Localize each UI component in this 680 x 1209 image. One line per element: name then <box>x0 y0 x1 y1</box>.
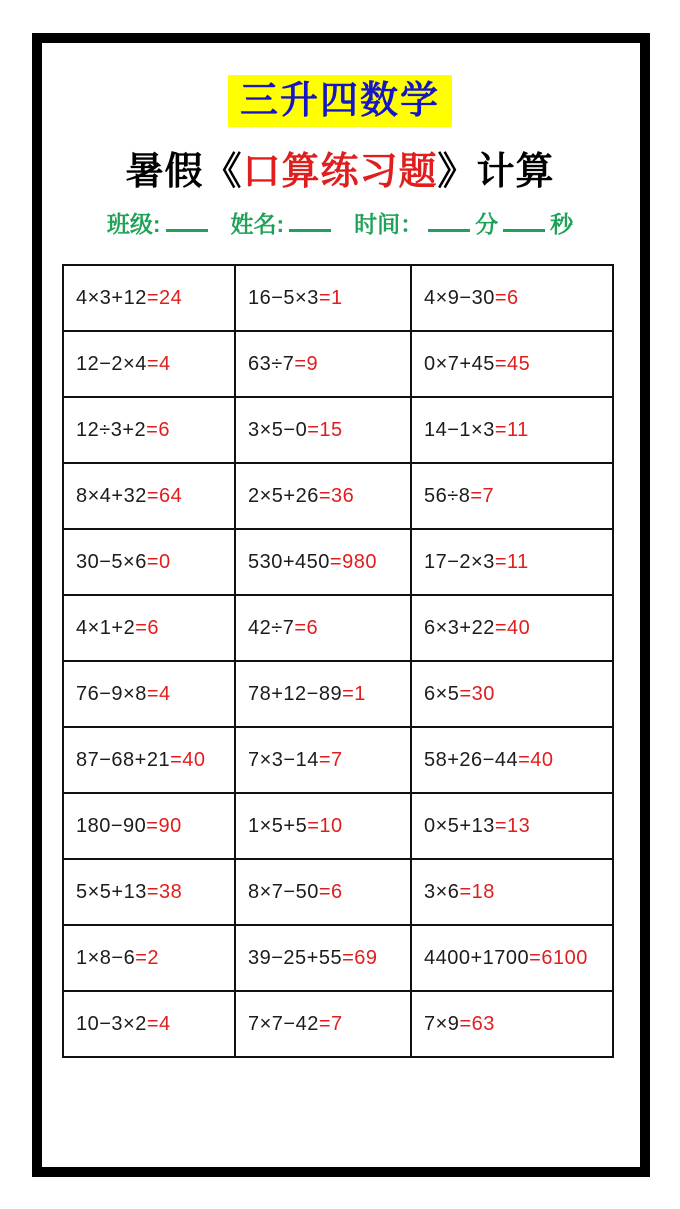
problem-expression: 1×5+5 <box>248 814 308 837</box>
problem-answer: 36 <box>331 484 355 507</box>
problem-expression: 39−25+55 <box>248 946 343 969</box>
problem-expression: 6×3+22 <box>424 616 495 639</box>
problem-answer: 6 <box>331 880 343 903</box>
equals-sign: = <box>135 616 148 639</box>
problem-cell <box>63 859 235 925</box>
problem-answer: 24 <box>159 286 183 309</box>
problem-answer: 7 <box>331 1012 343 1035</box>
equals-sign: = <box>307 418 320 441</box>
problem-cell <box>411 265 613 331</box>
equals-sign: = <box>494 550 508 573</box>
equals-sign: = <box>146 286 160 309</box>
problem-cell <box>411 991 613 1057</box>
problem-expression: 0×5+13 <box>424 814 495 837</box>
equals-sign: = <box>494 352 508 375</box>
equals-sign: = <box>294 616 307 639</box>
problem-answer: 13 <box>507 814 531 837</box>
problem-expression: 3×6 <box>424 880 460 903</box>
problem-answer: 2 <box>147 946 160 969</box>
equals-sign: = <box>459 880 472 903</box>
problem-cell <box>411 595 613 661</box>
problem-cell <box>63 331 235 397</box>
problem-cell <box>235 859 411 925</box>
equals-sign: = <box>494 616 508 639</box>
problem-answer: 1 <box>354 682 366 705</box>
problem-expression: 76−9×8 <box>76 682 147 705</box>
equals-sign: = <box>459 1012 472 1035</box>
equals-sign: = <box>146 880 160 903</box>
minutes-blank-line <box>428 210 470 232</box>
equals-sign: = <box>494 286 508 309</box>
problem-answer: 11 <box>507 418 529 441</box>
equals-sign: = <box>518 748 531 771</box>
problem-cell <box>63 595 235 661</box>
problem-answer: 6 <box>158 418 170 441</box>
equals-sign: = <box>342 946 355 969</box>
problem-cell <box>63 661 235 727</box>
problem-answer: 90 <box>158 814 182 837</box>
problem-expression: 12−2×4 <box>76 352 147 375</box>
problem-answer: 4 <box>159 1012 171 1035</box>
problem-expression: 4×1+2 <box>76 616 136 639</box>
grade-badge: 三升四数学 <box>228 75 452 127</box>
table-row <box>63 397 613 463</box>
problem-expression: 4×3+12 <box>76 286 147 309</box>
problem-answer: 1 <box>331 286 343 309</box>
equals-sign: = <box>318 286 332 309</box>
problem-cell <box>235 397 411 463</box>
problem-expression: 10−3×2 <box>76 1012 147 1035</box>
problem-expression: 2×5+26 <box>248 484 319 507</box>
title-suffix: 》计算 <box>437 151 555 193</box>
table-row <box>63 595 613 661</box>
equals-sign: = <box>170 748 183 771</box>
problem-answer: 69 <box>354 946 378 969</box>
problem-cell <box>411 661 613 727</box>
problem-answer: 9 <box>306 352 319 375</box>
problem-expression: 0×7+45 <box>424 352 495 375</box>
page-title <box>0 140 680 195</box>
equals-sign: = <box>342 682 355 705</box>
equals-sign: = <box>318 484 332 507</box>
equals-sign: = <box>318 748 332 771</box>
problem-expression: 6×5 <box>424 682 460 705</box>
problem-expression: 56÷8 <box>424 484 471 507</box>
class-label: 班级: <box>106 211 161 237</box>
problem-cell <box>235 265 411 331</box>
problem-cell <box>235 925 411 991</box>
minutes-label: 分 <box>475 211 499 237</box>
equals-sign: = <box>146 682 160 705</box>
equals-sign: = <box>146 352 160 375</box>
table-row <box>63 529 613 595</box>
equals-sign: = <box>529 946 542 969</box>
problem-cell <box>235 595 411 661</box>
name-blank-line <box>289 210 331 232</box>
problem-answer: 4 <box>159 682 171 705</box>
problem-expression: 87−68+21 <box>76 748 171 771</box>
problem-expression: 8×4+32 <box>76 484 147 507</box>
problem-answer: 7 <box>331 748 343 771</box>
problem-answer: 0 <box>159 550 171 573</box>
problem-cell <box>235 331 411 397</box>
problem-expression: 30−5×6 <box>76 550 147 573</box>
equals-sign: = <box>146 1012 160 1035</box>
problem-expression: 14−1×3 <box>424 418 495 441</box>
problem-answer: 6 <box>147 616 160 639</box>
problem-cell <box>63 991 235 1057</box>
problem-cell <box>63 793 235 859</box>
equals-sign: = <box>146 814 159 837</box>
class-blank-line <box>166 210 208 232</box>
problem-cell <box>63 529 235 595</box>
problem-cell <box>411 859 613 925</box>
problem-expression: 7×9 <box>424 1012 460 1035</box>
problem-answer: 40 <box>182 748 206 771</box>
problem-cell <box>63 397 235 463</box>
problem-expression: 16−5×3 <box>248 286 319 309</box>
problem-cell <box>63 463 235 529</box>
problem-expression: 180−90 <box>76 814 147 837</box>
badge-row <box>0 75 680 127</box>
time-label: 时间： <box>354 211 424 237</box>
problem-expression: 17−2×3 <box>424 550 495 573</box>
problem-cell <box>63 265 235 331</box>
problem-expression: 7×7−42 <box>248 1012 319 1035</box>
equals-sign: = <box>470 484 483 507</box>
problem-cell <box>63 727 235 793</box>
problem-expression: 42÷7 <box>248 616 295 639</box>
problem-cell <box>411 793 613 859</box>
problem-cell <box>235 793 411 859</box>
problem-cell <box>411 925 613 991</box>
problem-answer: 30 <box>471 682 495 705</box>
problem-cell <box>411 463 613 529</box>
table-row <box>63 661 613 727</box>
problem-cell <box>411 397 613 463</box>
problem-expression: 530+450 <box>248 550 330 573</box>
problem-answer: 40 <box>530 748 554 771</box>
equals-sign: = <box>329 550 343 573</box>
problem-answer: 15 <box>319 418 343 441</box>
problem-answer: 11 <box>507 550 529 573</box>
problem-expression: 12÷3+2 <box>76 418 147 441</box>
problem-expression: 5×5+13 <box>76 880 147 903</box>
table-row <box>63 925 613 991</box>
seconds-label: 秒 <box>550 211 574 237</box>
problem-cell <box>235 661 411 727</box>
problem-answer: 40 <box>507 616 531 639</box>
equals-sign: = <box>494 418 508 441</box>
problem-expression: 58+26−44 <box>424 748 519 771</box>
seconds-blank-line <box>503 210 545 232</box>
equals-sign: = <box>318 1012 332 1035</box>
problem-answer: 45 <box>507 352 531 375</box>
problem-cell <box>411 331 613 397</box>
problems-table <box>62 264 614 1058</box>
problem-cell <box>63 925 235 991</box>
problem-expression: 7×3−14 <box>248 748 319 771</box>
table-row <box>63 331 613 397</box>
problem-cell <box>235 991 411 1057</box>
problem-answer: 38 <box>159 880 183 903</box>
equals-sign: = <box>294 352 307 375</box>
equals-sign: = <box>494 814 508 837</box>
equals-sign: = <box>459 682 472 705</box>
table-row <box>63 265 613 331</box>
problem-answer: 7 <box>482 484 495 507</box>
problem-expression: 4400+1700 <box>424 946 530 969</box>
title-prefix: 暑假《 <box>125 151 243 193</box>
problem-expression: 1×8−6 <box>76 946 136 969</box>
problem-answer: 63 <box>471 1012 495 1035</box>
problem-answer: 4 <box>159 352 171 375</box>
problem-expression: 8×7−50 <box>248 880 319 903</box>
equals-sign: = <box>135 946 148 969</box>
problem-answer: 10 <box>319 814 343 837</box>
problem-cell <box>235 727 411 793</box>
name-label: 姓名: <box>230 211 285 237</box>
problem-answer: 18 <box>471 880 495 903</box>
equals-sign: = <box>307 814 320 837</box>
problem-expression: 78+12−89 <box>248 682 343 705</box>
problem-expression: 3×5−0 <box>248 418 308 441</box>
table-row <box>63 859 613 925</box>
student-info-line <box>0 206 680 239</box>
equals-sign: = <box>146 550 160 573</box>
problem-cell <box>411 727 613 793</box>
problem-answer: 64 <box>159 484 183 507</box>
table-row <box>63 793 613 859</box>
equals-sign: = <box>146 484 160 507</box>
table-row <box>63 727 613 793</box>
problem-answer: 6 <box>306 616 319 639</box>
table-row <box>63 991 613 1057</box>
problem-cell <box>411 529 613 595</box>
problem-answer: 980 <box>342 550 377 573</box>
table-row <box>63 463 613 529</box>
equals-sign: = <box>146 418 159 441</box>
problem-cell <box>235 529 411 595</box>
problem-cell <box>235 463 411 529</box>
title-highlight: 口算练习题 <box>242 151 438 193</box>
problem-answer: 6100 <box>541 946 588 969</box>
problem-answer: 6 <box>507 286 519 309</box>
problem-expression: 63÷7 <box>248 352 295 375</box>
problem-expression: 4×9−30 <box>424 286 495 309</box>
equals-sign: = <box>318 880 332 903</box>
